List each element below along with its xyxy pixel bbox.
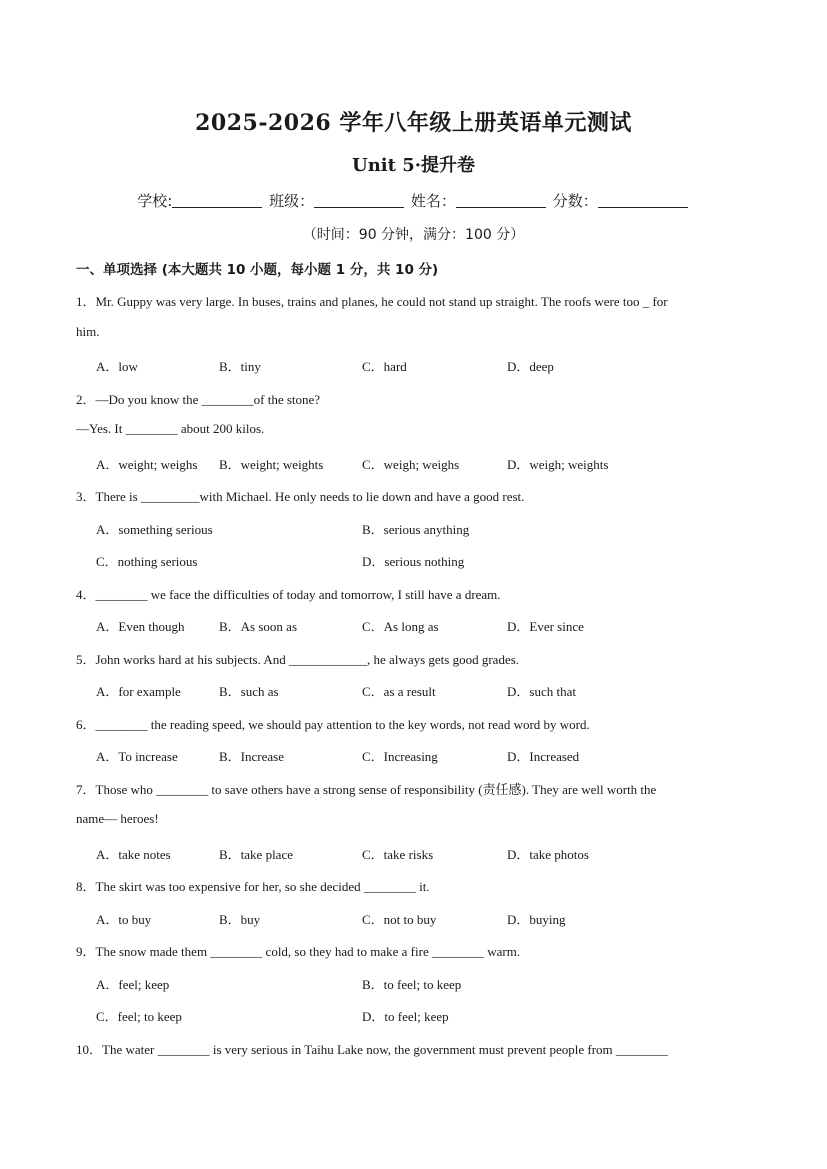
class-blank[interactable] [314,192,404,208]
q5-option-c[interactable]: C．as a result [362,684,436,699]
q9-option-b[interactable]: B．to feel; to keep [362,977,462,992]
q4-option-a[interactable]: A．Even though [96,619,185,634]
unit-subtitle: Unit 5·提升卷 [352,155,475,176]
q6-option-c[interactable]: C．Increasing [362,749,438,764]
q1-option-a[interactable]: A．low [96,359,138,374]
name-label: 姓名： [410,192,456,210]
question-4-stem: 4．________ we face the difficulties of today and tomorrow, I still have a dream. [76,587,501,602]
question-1-stem-cont: him. [76,324,100,339]
q7-option-d[interactable]: D．take photos [507,847,589,862]
q7-option-c[interactable]: C．take risks [362,847,434,862]
school-label: 学校: [137,192,173,210]
question-2-stem-cont: —Yes. It ________ about 200 kilos. [76,421,265,436]
name-blank[interactable] [456,192,546,208]
q7-option-a[interactable]: A．take notes [96,847,171,862]
question-9-stem: 9．The snow made them ________ cold, so they had to make a fire ________ warm. [76,944,521,959]
q8-option-b[interactable]: B．buy [219,912,261,927]
page-title: 2025-2026 学年八年级上册英语单元测试 [195,110,632,136]
q6-option-d[interactable]: D．Increased [507,749,580,764]
q9-option-a[interactable]: A．feel; keep [96,977,170,992]
q2-option-b[interactable]: B．weight; weights [219,457,324,472]
q8-option-d[interactable]: D．buying [507,912,566,927]
question-6-stem: 6．________ the reading speed, we should pay attention to the key words, not read word by word. [76,717,590,732]
time-note: （时间：90 分钟，满分：100 分） [302,227,525,243]
question-5-stem: 5．John works hard at his subjects. And ____________, he always gets good grades. [76,652,520,667]
q6-option-b[interactable]: B．Increase [219,749,284,764]
q4-option-b[interactable]: B．As soon as [219,619,298,634]
q8-option-c[interactable]: C．not to buy [362,912,437,927]
q3-option-d[interactable]: D．serious nothing [362,554,465,569]
q7-option-b[interactable]: B．take place [219,847,293,862]
q4-option-d[interactable]: D．Ever since [507,619,584,634]
q9-option-d[interactable]: D．to feel; keep [362,1009,449,1024]
school-blank[interactable] [172,192,262,208]
q1-option-b[interactable]: B．tiny [219,359,261,374]
q4-option-c[interactable]: C．As long as [362,619,439,634]
q5-option-d[interactable]: D．such that [507,684,576,699]
q5-option-b[interactable]: B．such as [219,684,279,699]
q8-option-a[interactable]: A．to buy [96,912,152,927]
question-3-stem: 3．There is _________with Michael. He only needs to lie down and have a good rest. [76,489,525,504]
question-2-stem: 2．—Do you know the ________of the stone? [76,392,321,407]
q2-option-c[interactable]: C．weigh; weighs [362,457,460,472]
q3-option-b[interactable]: B．serious anything [362,522,470,537]
question-1-stem: 1．Mr. Guppy was very large. In buses, trains and planes, he could not stand up straight. The roofs were too _ for [76,294,668,309]
q1-option-c[interactable]: C．hard [362,359,407,374]
student-info-row [0,190,827,211]
question-7-stem: 7．Those who ________ to save others have a strong sense of responsibility (责任感). They are well worth the [76,782,657,797]
q1-option-d[interactable]: D．deep [507,359,554,374]
question-10-stem: 10．The water ________ is very serious in Taihu Lake now, the government must prevent people from ________ [76,1042,668,1057]
q9-option-c[interactable]: C．feel; to keep [96,1009,182,1024]
q2-option-d[interactable]: D．weigh; weights [507,457,609,472]
q2-option-a[interactable]: A．weight; weighs [96,457,198,472]
q3-option-c[interactable]: C．nothing serious [96,554,198,569]
score-blank[interactable] [598,192,688,208]
score-label: 分数： [552,192,598,210]
q5-option-a[interactable]: A．for example [96,684,181,699]
section-heading: 一、单项选择 (本大题共 10 小题，每小题 1 分，共 10 分) [76,262,439,278]
q3-option-a[interactable]: A．something serious [96,522,213,537]
class-label: 班级： [269,192,315,210]
q6-option-a[interactable]: A．To increase [96,749,178,764]
question-8-stem: 8．The skirt was too expensive for her, so she decided ________ it. [76,879,430,894]
question-7-stem-cont: name— heroes! [76,811,159,826]
